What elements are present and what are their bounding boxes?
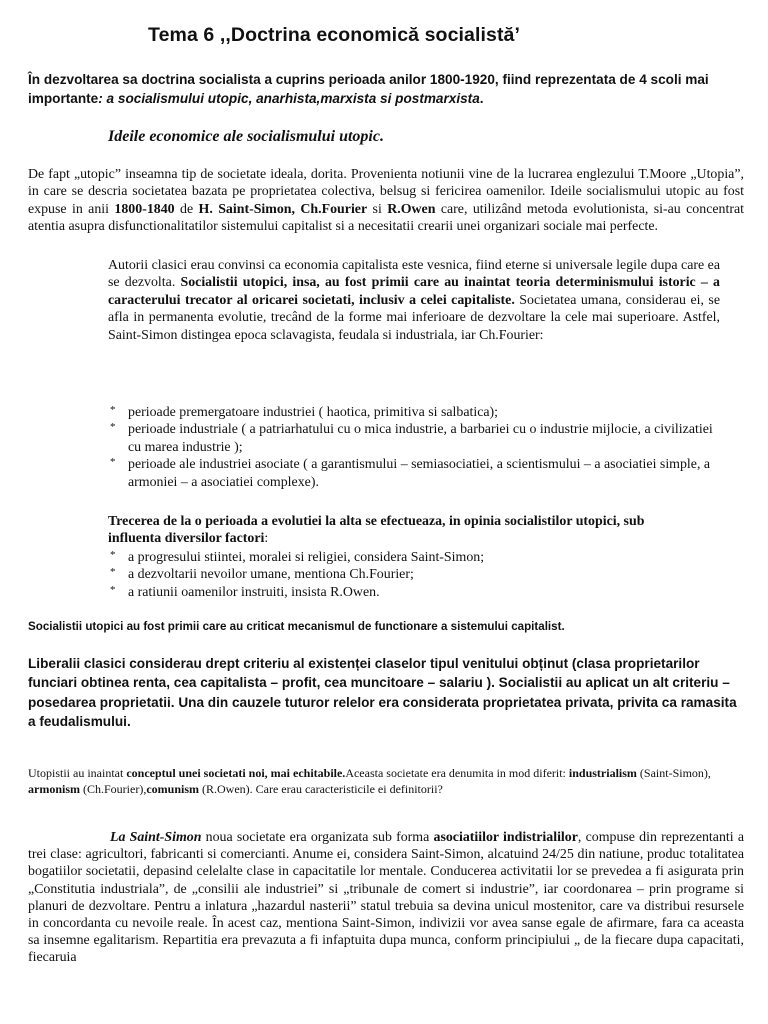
list-item: [108, 404, 720, 421]
bullet-icon: *: [110, 549, 116, 561]
list-item-text: a ratiunii oamenilor instruiti, insista R.Owen.: [128, 584, 380, 600]
p5-concept: conceptul unei societati noi, mai echitabile.: [126, 766, 346, 780]
list-item-text: perioade ale industriei asociate ( a garantismului – semiasociatiei, a scientismului – a asociatiei simple, a armoniei – a asociatiei complexe).: [128, 457, 711, 490]
factors-list: [108, 549, 720, 601]
p3-bold: Trecerea de la o perioada a evolutiei la alta se efectueaza, in opinia socialistilor utopici, sub influenta diversilor factori: [108, 514, 645, 547]
list-item: [108, 584, 720, 601]
p6-associations: asociatiilor indistrialilor: [433, 830, 578, 845]
paragraph-factors: [108, 513, 668, 548]
intro-text-3: .: [479, 91, 484, 106]
p5-text-3: (Saint-Simon),: [636, 766, 711, 780]
bullet-icon: *: [110, 456, 116, 469]
paragraph-new-society: [28, 766, 728, 797]
p5-text-1: Utopistii au inaintat: [28, 766, 127, 780]
bullet-icon: *: [110, 583, 116, 596]
document-title: Tema 6 ,,Doctrina economică socialistă’: [148, 24, 521, 46]
paragraph-saint-simon: [28, 829, 744, 967]
p1-authors: H. Saint-Simon, Ch.Fourier: [198, 201, 368, 217]
list-item: [108, 456, 720, 491]
p6-text-2: , compuse din reprezentanti a trei clase: agricultori, fabricanti si comercianti. Anume ei, considera Saint-Simon, alcatuind 24/25 din natiune, produc totalitatea bogatiilor societatii, depasind celelalte clase in capacitatile lor mentale. Conducerea activitatii lor se prevedea a fi asigurata prin „Constitutia industriala”, de „consilii ale industriei” si „tribunale de comert si industrie”, iar coordonarea – prin programe si planuri de dezvoltare. Pentru a inlatura „hazardul nasterii” statul trebuia sa devina unicul mostenitor, care va distribui resursele in concordanta cu nevoile reale. În acest caz, mentiona Saint-Simon, indivizii vor avea sanse egale de afirmare, fara ca aceasta sa insemne egalitarism. Repartitia era prevazuta a fi infaptuita dupa munca, conform principiului „ de la fiecare dupa capacitati, fiecaruia: [28, 830, 744, 966]
p6-saint-simon: La Saint-Simon: [110, 830, 202, 845]
list-item-text: perioade premergatoare industriei ( haotica, primitiva si salbatica);: [128, 405, 499, 420]
critique-statement: Socialistii utopici au fost primii care au criticat mecanismul de functionare a sistemului capitalist.: [28, 620, 565, 633]
intro-text: În dezvoltarea sa doctrina socialista a cuprins perioada anilor: [28, 72, 430, 87]
list-item: [108, 566, 720, 583]
p1-owen: R.Owen: [387, 201, 436, 217]
p1-years: 1800-1840: [114, 201, 175, 217]
intro-schools: : a socialismului utopic, anarhista,marxista si postmarxista: [98, 91, 480, 106]
p2-text-2: Societatea umana, considerau ei, se afla in permanenta evolutie, trecând de la forme mai inferioare de dezvoltare la cele mai superioare. Astfel, Saint-Simon distingea epoca sclavagista, feudala si industriala, iar Ch.Fourier:: [108, 292, 720, 343]
p5-text-2: Aceasta societate era denumita in mod diferit:: [345, 766, 569, 780]
p6-text-1: noua societate era organizata sub forma: [201, 830, 434, 845]
p1-text-1: De fapt „utopic” inseamna tip de societate ideala, dorita. Provenienta notiunii vine de la lucrarea englezului T.Moore „Utopia”, in care se descria societatea bazata pe proprietatea colectiva, belsug si fericirea oamenilor. Ideile socialismului utopic au fost expuse in anii: [28, 167, 744, 217]
p1-text-4: care, utilizând metoda evolutionista, si-au concentrat atentia asupra disfunctionalitatilor sistemului capitalist si a necesitatii crearii unei organizari sociale mai perfecte.: [28, 201, 744, 235]
p5-industrialism: industrialism: [568, 766, 637, 780]
intro-years: 1800-1920: [429, 72, 495, 87]
intro-text-2: , fiind reprezentata de 4 scoli mai importante: [28, 72, 709, 106]
p5-comunism: comunism: [146, 781, 199, 796]
list-item: [108, 549, 720, 566]
fourier-periods-list: [108, 404, 720, 491]
paragraph-criteria: Liberalii clasici considerau drept criteriu al existenței claselor tipul venitului obținut (clasa proprietarilor funciari obtinea renta, cea capitalista – profit, cea muncitoare – salariu ). Socialistii au aplicat un alt criteriu – posedarea proprietatii. Una din cauzele tuturor relelor era considerata proprietatea privata, privita ca ramasita a feudalismului.: [28, 656, 737, 729]
p3-colon: :: [264, 531, 269, 547]
list-item-text: perioade industriale ( a patriarhatului cu o mica industrie, a barbariei cu o industrie mijlocie, a civilizatiei cu marea industrie );: [128, 422, 713, 455]
bullet-icon: *: [110, 566, 116, 579]
p2-text-1: Autorii clasici erau convinsi ca economia capitalista este vesnica, fiind eterne si universale legile dupa care ea se dezvolta.: [108, 258, 720, 291]
p5-text-4: (Ch.Fourier),: [80, 781, 147, 796]
list-item-text: a dezvoltarii nevoilor umane, mentiona Ch.Fourier;: [128, 567, 414, 583]
intro-paragraph: [28, 70, 738, 108]
paragraph-utopic-definition: [28, 166, 744, 236]
p2-bold: Socialistii utopici, insa, au fost primii care au inaintat teoria determinismului istoric – a caracterului trecator al oricarei societati, inclusiv a celei capitaliste.: [108, 275, 720, 308]
p5-text-5: (R.Owen). Care erau caracteristicile ei definitorii?: [199, 781, 443, 796]
bullet-icon: *: [110, 421, 116, 434]
list-item-text: a progresului stiintei, moralei si religiei, considera Saint-Simon;: [128, 550, 485, 565]
bullet-icon: *: [110, 404, 116, 416]
p1-text-2: de: [174, 201, 199, 217]
paragraph-determinism: [108, 257, 720, 344]
p1-text-3: si: [367, 201, 388, 217]
section-heading: Ideile economice ale socialismului utopic.: [108, 128, 384, 145]
list-item: [108, 421, 720, 456]
p5-armonism: armonism: [28, 781, 80, 796]
